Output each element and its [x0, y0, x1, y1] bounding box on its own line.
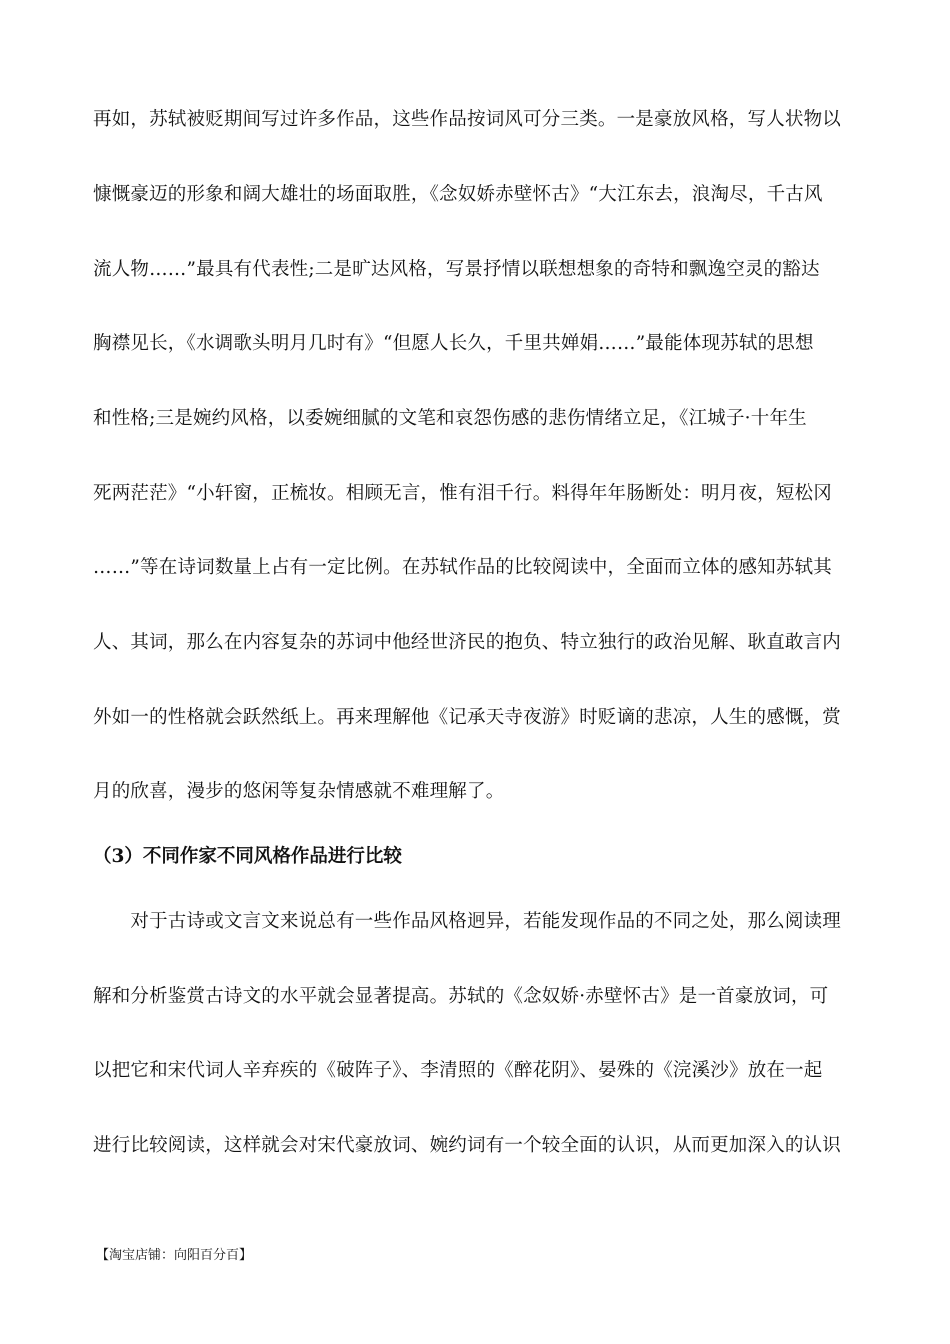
paragraph-1-line-2: 慷慨豪迈的形象和阔大雄壮的场面取胜，《念奴娇赤壁怀古》“大江东去，浪淘尽，千古风 — [93, 184, 823, 205]
paragraph-1-line-1: 再如，苏轼被贬期间写过许多作品，这些作品按词风可分三类。一是豪放风格，写人状物以 — [93, 109, 842, 130]
paragraph-1-line-9: 外如一的性格就会跃然纸上。再来理解他《记承天寺夜游》时贬谪的悲凉，人生的感慨，赏 — [93, 707, 842, 728]
paragraph-1-line-7: ……”等在诗词数量上占有一定比例。在苏轼作品的比较阅读中，全面而立体的感知苏轼其 — [93, 557, 832, 578]
paragraph-2-line-3: 以把它和宋代词人辛弃疾的《破阵子》、李清照的《醉花阴》、晏殊的《浣溪沙》放在一起 — [93, 1060, 823, 1081]
paragraph-1-line-4: 胸襟见长，《水调歌头明月几时有》“但愿人长久，千里共婵娟……”最能体现苏轼的思想 — [93, 333, 814, 354]
paragraph-2-line-1: 对于古诗或文言文来说总有一些作品风格迥异，若能发现作品的不同之处，那么阅读理 — [93, 911, 842, 932]
paragraph-1-line-3: 流人物……”最具有代表性;二是旷达风格，写景抒情以联想想象的奇特和飘逸空灵的豁达 — [93, 259, 820, 280]
paragraph-2-line-4: 进行比较阅读，这样就会对宋代豪放词、婉约词有一个较全面的认识，从而更加深入的认识 — [93, 1135, 842, 1156]
paragraph-1-line-5: 和性格;三是婉约风格，以委婉细腻的文笔和哀怨伤感的悲伤情绪立足，《江城子·十年生 — [93, 408, 807, 429]
section-heading: （3）不同作家不同风格作品进行比较 — [93, 846, 402, 867]
paragraph-1-line-8: 人、其词，那么在内容复杂的苏词中他经世济民的抱负、特立独行的政治见解、耿直敢言内 — [93, 632, 842, 653]
paragraph-1-line-6: 死两茫茫》“小轩窗，正梳妆。相顾无言，惟有泪千行。料得年年肠断处：明月夜，短松冈 — [93, 483, 832, 504]
footer-shop-label: 【淘宝店铺：向阳百分百】 — [96, 1248, 253, 1263]
paragraph-1-line-10: 月的欣喜，漫步的悠闲等复杂情感就不难理解了。 — [93, 781, 505, 802]
paragraph-2-line-2: 解和分析鉴赏古诗文的水平就会显著提高。苏轼的《念奴娇·赤壁怀古》是一首豪放词，可 — [93, 986, 829, 1007]
